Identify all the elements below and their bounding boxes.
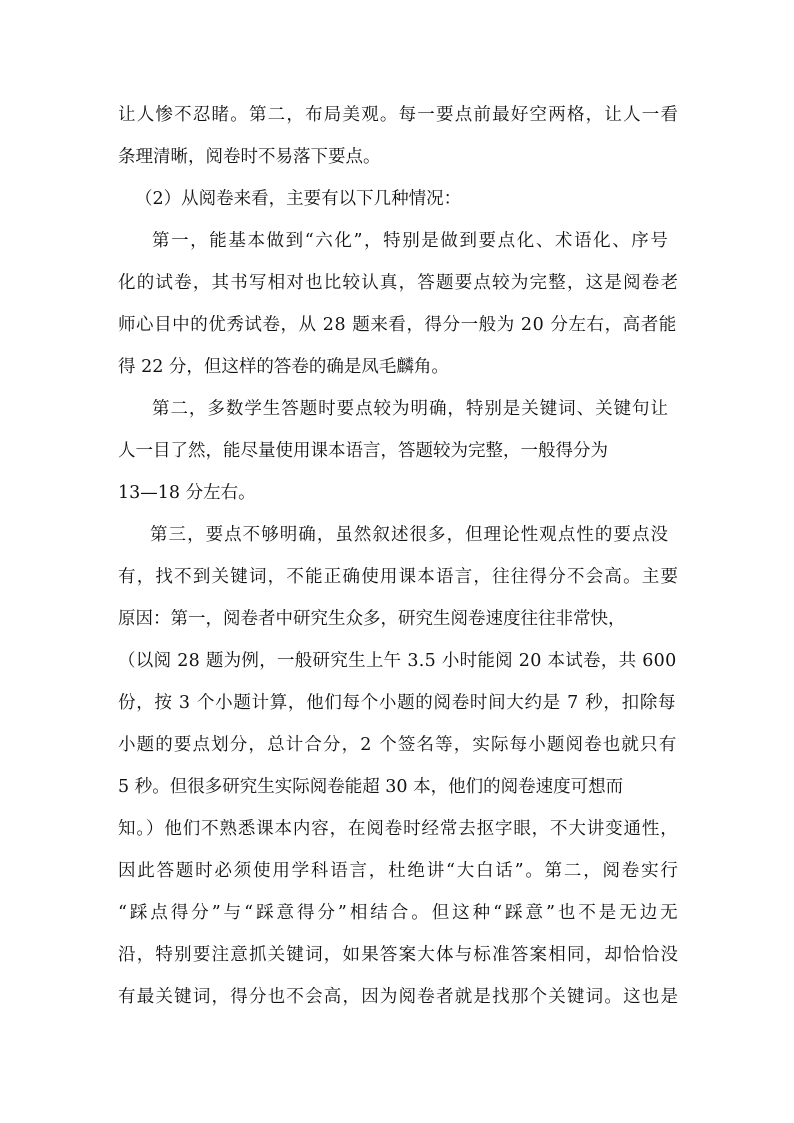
text-line: 知。）他们不熟悉课本内容，在阅卷时经常去抠字眼，不大讲变通性， [118,819,679,839]
text-line: 13—18 分左右。 [118,483,256,503]
text-line: 让人惨不忍睹。第二，布局美观。每一要点前最好空两格，让人一看 [118,105,680,125]
text-line: 人一目了然，能尽量使用课本语言，答题较为完整，一般得分为 [118,441,608,461]
text-line: （以阅 28 题为例，一般研究生上午 3.5 小时能阅 20 本试卷，共 600 [118,651,677,671]
text-line: 小题的要点划分，总计合分，2 个签名等，实际每小题阅卷也就只有 [118,735,678,755]
text-line: 化的试卷，其书写相对也比较认真，答题要点较为完整，这是阅卷老 [118,273,680,293]
text-line: “踩点得分”与“踩意得分”相结合。但这种“踩意”也不是无边无 [118,903,681,923]
text-line: 5 秒。但很多研究生实际阅卷能超 30 本，他们的阅卷速度可想而 [118,777,624,797]
text-line: 份，按 3 个小题计算，他们每个小题的阅卷时间大约是 7 秒，扣除每 [118,693,677,713]
text-line: 条理清晰，阅卷时不易落下要点。 [118,147,381,167]
text-line: 得 22 分，但这样的答卷的确是凤毛麟角。 [118,357,449,377]
text-line: 原因：第一，阅卷者中研究生众多，研究生阅卷速度往往非常快， [118,609,626,629]
text-line: 第二，多数学生答题时要点较为明确，特别是关键词、关键句让 [152,399,669,419]
text-line: 第三，要点不够明确，虽然叙述很多，但理论性观点性的要点没 [150,525,670,545]
text-line: 师心目中的优秀试卷，从 28 题来看，得分一般为 20 分左右，高者能 [118,315,677,335]
text-line: 因此答题时必须使用学科语言，杜绝讲“大白话”。第二，阅卷实行 [118,861,680,881]
text-line: （2）从阅卷来看，主要有以下几种情况： [135,189,462,209]
text-line: 有最关键词，得分也不会高，因为阅卷者就是找那个关键词。这也是 [118,987,680,1007]
text-line: 有，找不到关键词，不能正确使用课本语言，往往得分不会高。主要 [118,567,680,587]
text-line: 沿，特别要注意抓关键词，如果答案大体与标准答案相同，却恰恰没 [118,945,680,965]
text-line: 第一，能基本做到“六化”，特别是做到要点化、术语化、序号 [152,231,670,251]
